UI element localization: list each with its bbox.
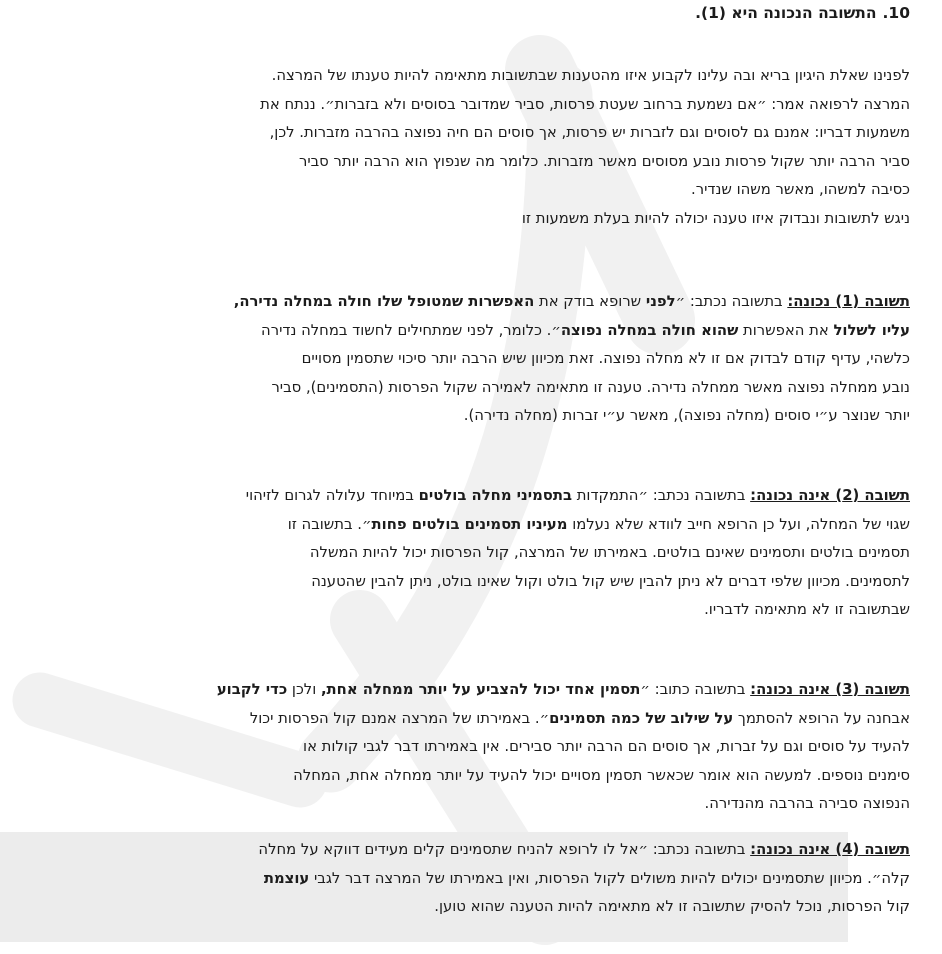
answer-line: הנפוצה סבירה בהרבה מהנדירה. (704, 795, 910, 813)
answer-line: סימנים נוספים. למעשה הוא אומר שכאשר תסמין מסויים יכול להעיד על יותר ממחלה אחת, המחלה (293, 766, 910, 784)
answer-line: יותר שנוצר ע״י סוסים (מחלה נפוצה), מאשר ע״י זברות (מחלה נדירה). (463, 407, 910, 425)
answer-line: עליו לשלול את האפשרות שהוא חולה במחלה נפוצה״. כלומר, לפני שמתחילים לחשוד במחלה נדירה (261, 321, 910, 339)
answer-lead: תשובה (2) אינה נכונה: (750, 487, 910, 504)
answer-line: אבחנה על הרופא להסתמך על שילוב של כמה תסמינים״. באמירתו של המרצה אמנם קול הפרסות יכול (249, 709, 910, 727)
answer-line: קול הפרסות, נוכל להסיק שתשובה זו לא מתאימה להיות הטענה שהוא טוען. (434, 898, 910, 916)
answer-line: שגוי של המחלה, ועל כן הרופא חייב לוודא שלא נעלמו מעיניו תסמינים בולטים פחות״. בתשובה זו (287, 515, 910, 533)
answer-4-paragraph (30, 836, 910, 922)
question-title-text: התשובה הנכונה היא (1). (695, 4, 877, 22)
answer-line: תשובה (3) אינה נכונה: בתשובה כתוב: ״תסמין אחד יכול להצביע על יותר ממחלה אחת, ולכן כדי לקבוע (216, 681, 910, 698)
answer-3-paragraph (30, 676, 910, 819)
answer-1-paragraph (30, 288, 910, 431)
question-number: 10. (882, 4, 910, 22)
answer-line: להעיד על סוסים וגם על זברות, אך סוסים הם הרבה יותר סבירים. אין באמירתו דבר לגבי קולות או (303, 738, 910, 756)
answer-line: שבתשובה זו לא מתאימה לדבריו. (704, 601, 910, 619)
answer-lead: תשובה (3) אינה נכונה: (750, 681, 910, 698)
question-title (695, 4, 910, 22)
answer-line: תשובה (4) אינה נכונה: בתשובה נכתב: ״אל לו לרופא להניח שתסמינים קלים מעידים דווקא על מחלה (258, 841, 910, 858)
answer-line: כלשהי, עדיף קודם לבדוק אם זו לא מחלה נפוצה. זאת מכיוון שיש הרבה יותר סיכוי שתסמין מסויים (301, 350, 910, 368)
intro-paragraph (30, 62, 910, 234)
answer-line: קלה״. מכיוון שתסמינים יכולים להיות משולים לקול הפרסות, ואין באמירתו של המרצה דבר לגבי עוצמת (263, 869, 910, 887)
answer-lead: תשובה (4) אינה נכונה: (750, 841, 910, 858)
intro-line: ניגש לתשובות ונבדוק איזו טענה יכולה להיות בעלת משמעות זו (521, 209, 910, 227)
answer-line: תסמינים בולטים ותסמינים שאינם בולטים. באמירתו של המרצה, קול הפרסות יכול להיות המשלה (309, 544, 910, 562)
answer-2-paragraph (30, 482, 910, 625)
intro-line: כסיבה למשהו, מאשר משהו שנדיר. (691, 181, 910, 199)
intro-line: משמעות דבריו: אמנם גם לסוסים וגם לזברות יש פרסות, אך סוסים הם חיה נפוצה בהרבה מזברות. לכן, (269, 124, 910, 142)
answer-line: לתסמינים. מכיוון שלפי דברים לא ניתן להבין שיש קול בולט וקול שאינו בולט, ניתן להבין שהטענה (311, 572, 910, 590)
answer-line: תשובה (2) אינה נכונה: בתשובה נכתב: ״התמקדות בתסמיני מחלה בולטים במיוחד עלולה לגרום לזיהוי (245, 487, 910, 504)
intro-line: לפנינו שאלת היגיון בריא ובה עלינו לקבוע איזו מהטענות שבתשובות מתאימה להיות טענתו של המרצה. (271, 67, 910, 84)
answer-lead: תשובה (1) נכונה: (787, 293, 910, 310)
answer-line: נובע ממחלה נפוצה מאשר ממחלה נדירה. טענה זו מתאימה לאמירה שקול הפרסות (התסמינים), סביר (271, 378, 910, 396)
answer-line: תשובה (1) נכונה: בתשובה נכתב: ״לפני שרופא בודק את האפשרות שמטופל שלו חולה במחלה נדירה, (233, 293, 910, 310)
intro-line: המרצה לרפואה אמר: ״אם נשמעת ברחוב שעטת פרסות, סביר שמדובר בסוסים ולא בזברות״. ננתח את (260, 95, 910, 113)
intro-line: סביר הרבה יותר שקול פרסות נובע מסוסים מאשר מזברות. כלומר מה שנפוץ הוא הרבה יותר סביר (298, 152, 910, 170)
